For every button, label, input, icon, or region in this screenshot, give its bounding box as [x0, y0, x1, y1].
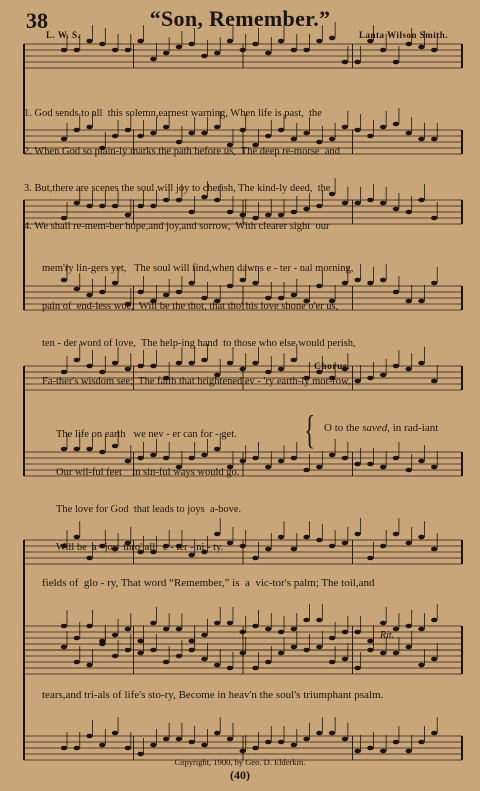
note-head	[406, 468, 412, 473]
note-head	[367, 746, 373, 751]
note-head	[188, 740, 194, 745]
note-head	[227, 39, 233, 44]
note-head	[265, 627, 271, 632]
note-head	[214, 621, 220, 626]
note-head	[278, 630, 284, 635]
note-head	[176, 654, 182, 659]
note-head	[380, 544, 386, 549]
note-head	[354, 462, 360, 467]
hymn-number: 38	[26, 8, 48, 33]
note-head	[329, 36, 335, 41]
note-head	[380, 749, 386, 754]
note-head	[342, 630, 348, 635]
note-head	[418, 740, 424, 745]
note-head	[303, 48, 309, 53]
note-head	[227, 666, 233, 671]
note-head	[201, 743, 207, 748]
verse-lyrics-system-1	[24, 83, 464, 258]
lyric-line: Our wil-ful feet in sin-ful ways would go.	[56, 466, 240, 478]
note-head	[252, 624, 258, 629]
note-head	[61, 746, 67, 751]
note-head	[380, 621, 386, 626]
note-head	[176, 627, 182, 632]
note-head	[431, 465, 437, 470]
note-head	[354, 60, 360, 65]
note-head	[342, 657, 348, 662]
note-head	[86, 624, 92, 629]
note-head	[354, 532, 360, 537]
chorus-line-3: tears,and tri-als of life's sto-ry, Become in heav'n the soul's triumphant psalm.	[42, 689, 384, 701]
note-head	[329, 660, 335, 665]
page-number: (40)	[230, 768, 250, 782]
note-head	[303, 618, 309, 623]
lyric-line: Fa-ther's wisdom see; The faith that brightened ev - 'ry earth-ly mor-row,	[42, 375, 351, 387]
note-head	[265, 660, 271, 665]
note-head	[112, 633, 118, 638]
note-head	[252, 746, 258, 751]
note-head	[137, 651, 143, 656]
note-head	[112, 731, 118, 736]
lyric-line: 4. We shall re-mem-ber hope,and joy,and sorrow, With clearer sight our	[24, 220, 330, 232]
lyric-line: Will be a joy thro' all e - ter - ni - ty.	[56, 541, 224, 553]
note-head	[125, 627, 131, 632]
note-head	[188, 648, 194, 653]
note-head	[406, 624, 412, 629]
note-head	[329, 731, 335, 736]
lyric-line: The life on earth we nev - er can for - get.	[56, 429, 237, 440]
note-head	[431, 618, 437, 623]
note-head	[74, 746, 80, 751]
note-head	[380, 651, 386, 656]
copyright-notice: Copyright, 1900, by Geo. D. Elderkin.	[174, 757, 306, 767]
note-head	[265, 51, 271, 56]
note-head	[137, 752, 143, 757]
lyric-line: mem'ry lin-gers yet, The soul will find,when dawns e - ter - nal morning,	[42, 263, 354, 274]
note-head	[418, 627, 424, 632]
note-head	[176, 737, 182, 742]
chorus-text-a: O to the	[324, 422, 363, 434]
note-head	[418, 45, 424, 50]
note-head	[316, 39, 322, 44]
note-head	[150, 57, 156, 62]
note-head	[125, 48, 131, 53]
note-head	[393, 651, 399, 656]
note-head	[112, 48, 118, 53]
note-head	[329, 636, 335, 641]
note-head	[252, 666, 258, 671]
ritardando-mark: Rit.	[380, 630, 395, 641]
note-head	[163, 737, 169, 742]
note-head	[227, 737, 233, 742]
note-head	[316, 645, 322, 650]
note-head	[278, 651, 284, 656]
note-head	[291, 645, 297, 650]
chorus-text-italic: saved,	[362, 422, 390, 434]
note-head	[150, 743, 156, 748]
note-head	[86, 734, 92, 739]
verse-brace: {	[304, 407, 315, 452]
note-head	[252, 42, 258, 47]
note-head	[61, 624, 67, 629]
composer-name: Lanta Wilson Smith.	[359, 30, 448, 40]
note-head	[303, 648, 309, 653]
note-head	[86, 663, 92, 668]
note-head	[354, 630, 360, 635]
hymn-title: “Son, Remember.”	[149, 6, 331, 31]
note-head	[431, 731, 437, 736]
note-head	[380, 48, 386, 53]
note-head	[354, 749, 360, 754]
note-head	[227, 621, 233, 626]
note-head	[150, 648, 156, 653]
note-head	[86, 39, 92, 44]
note-head	[418, 459, 424, 464]
note-head	[342, 456, 348, 461]
verse-lyrics-system-3	[56, 404, 306, 579]
note-head	[406, 645, 412, 650]
note-head	[342, 60, 348, 65]
note-head	[201, 633, 207, 638]
note-head	[291, 743, 297, 748]
note-head	[188, 42, 194, 47]
note-head	[393, 456, 399, 461]
note-head	[163, 627, 169, 632]
note-head	[201, 657, 207, 662]
lyric-line: 2. When God so plain-ly marks the path before us, The deep re-morse and	[24, 145, 340, 157]
note-head	[61, 48, 67, 53]
note-head	[393, 60, 399, 65]
note-head	[188, 639, 194, 644]
note-head	[112, 654, 118, 659]
note-head	[367, 648, 373, 653]
note-head	[316, 465, 322, 470]
note-head	[201, 54, 207, 59]
lyricist-initials: L. W. S.	[46, 30, 81, 40]
note-head	[214, 731, 220, 736]
note-head	[214, 51, 220, 56]
lyric-line: The love for God that leads to joys a-bove.	[56, 504, 242, 515]
note-head	[431, 48, 437, 53]
note-head	[137, 39, 143, 44]
chorus-text-b: in rad-iant	[390, 422, 439, 434]
note-head	[393, 532, 399, 537]
note-head	[316, 618, 322, 623]
note-head	[406, 42, 412, 47]
verse-lyrics-system-2	[42, 238, 480, 413]
note-head	[367, 639, 373, 644]
note-head	[354, 666, 360, 671]
note-head	[278, 39, 284, 44]
note-head	[278, 740, 284, 745]
note-head	[393, 740, 399, 745]
note-head	[265, 740, 271, 745]
note-head	[329, 453, 335, 458]
chorus-line-1	[324, 422, 438, 434]
lyric-line: 3. But,there are scenes the soul will joy to cherish, The kind-ly deed, the	[24, 183, 331, 194]
note-head	[99, 642, 105, 647]
note-head	[380, 465, 386, 470]
lyric-line: pain of end-less woe, Will be the thot, that tho' his love shone o'er us,	[42, 300, 339, 312]
note-head	[163, 660, 169, 665]
note-head	[406, 749, 412, 754]
note-head	[431, 547, 437, 552]
note-head	[342, 737, 348, 742]
note-head	[291, 48, 297, 53]
note-head	[316, 731, 322, 736]
chorus-line-2: fields of glo - ry, That word “Remember,” is a vic-tor's palm; The toil,and	[42, 577, 375, 589]
note-head	[99, 42, 105, 47]
note-head	[367, 556, 373, 561]
note-head	[329, 544, 335, 549]
lyric-line: 1. God sends to all this solemn,earnest warning, When life is past, the	[24, 108, 322, 119]
note-head	[214, 663, 220, 668]
note-head	[125, 746, 131, 751]
note-head	[316, 538, 322, 543]
chorus-label: Chorus.	[314, 362, 350, 372]
note-head	[418, 535, 424, 540]
note-head	[406, 541, 412, 546]
note-head	[418, 663, 424, 668]
note-head	[99, 743, 105, 748]
note-head	[367, 462, 373, 467]
note-head	[61, 645, 67, 650]
note-head	[163, 51, 169, 56]
note-head	[74, 660, 80, 665]
note-head	[74, 48, 80, 53]
note-head	[431, 657, 437, 662]
note-head	[342, 541, 348, 546]
note-head	[74, 636, 80, 641]
note-head	[125, 648, 131, 653]
note-head	[291, 627, 297, 632]
note-head	[150, 621, 156, 626]
note-head	[176, 45, 182, 50]
note-head	[137, 639, 143, 644]
note-head	[303, 737, 309, 742]
lyric-line: ten - der word of love, The help-ing hand to those who else would perish,	[42, 338, 356, 349]
